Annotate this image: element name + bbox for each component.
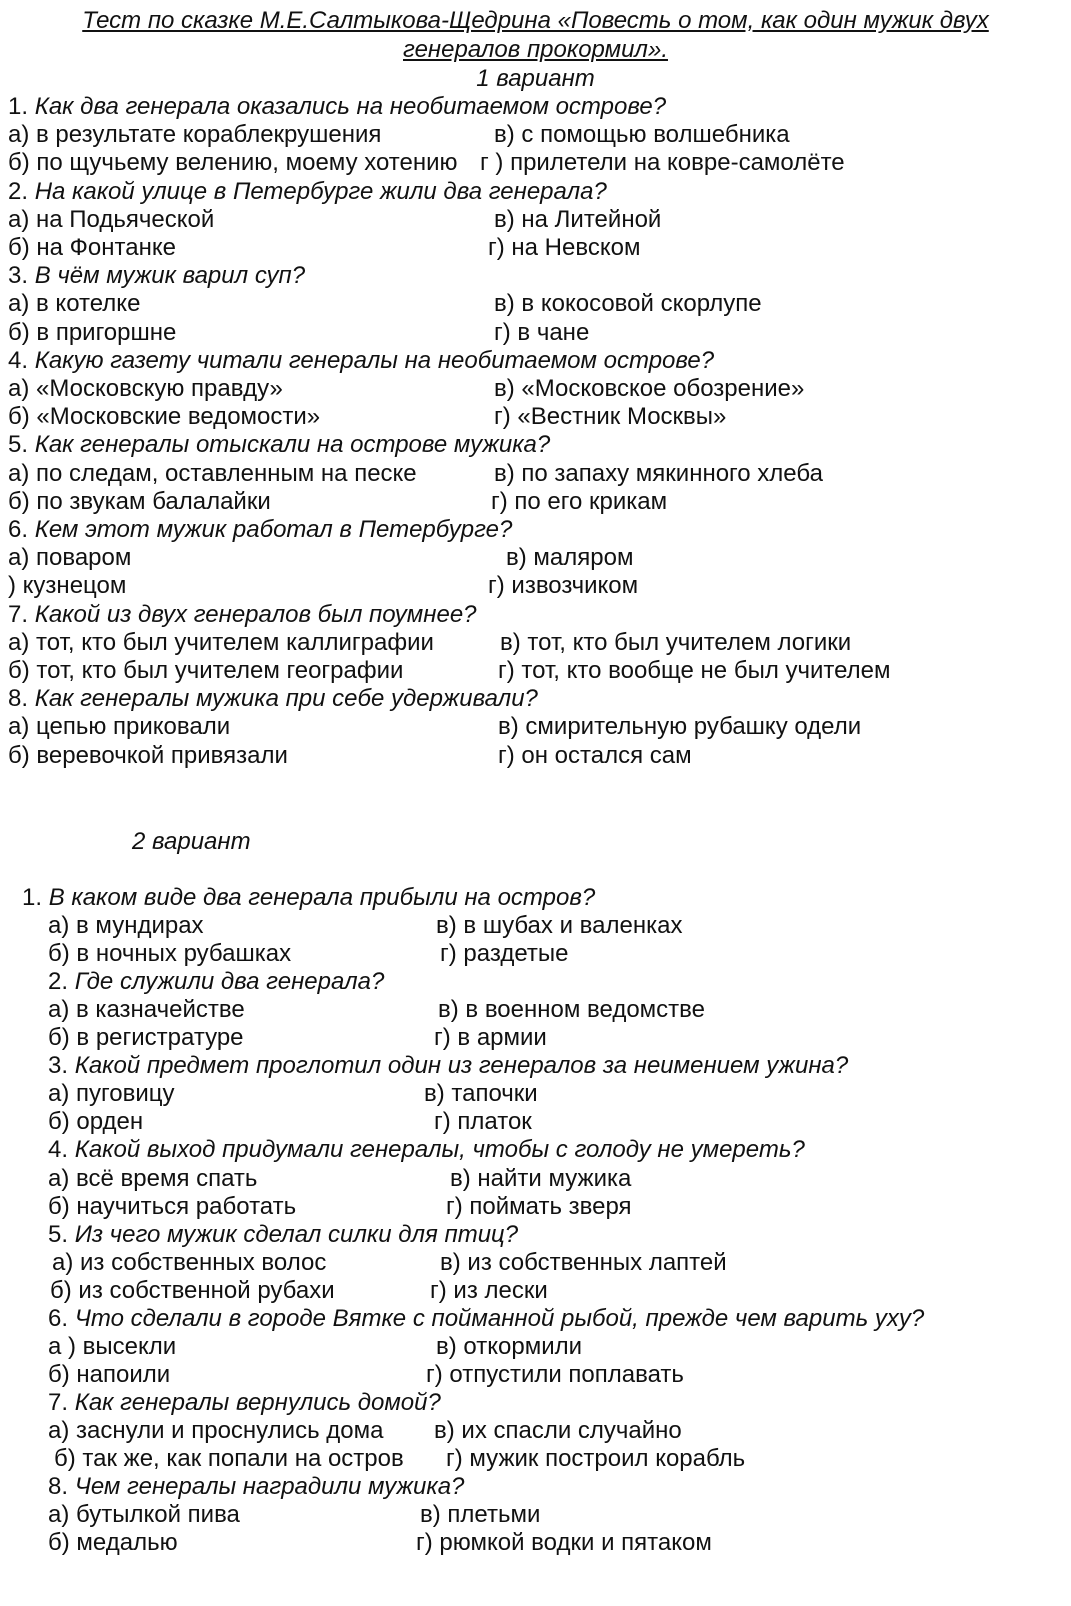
question-text: Как генералы отыскали на острове мужика? (34, 431, 551, 459)
answer-option-b: б) так же, как попали на остров (54, 1445, 404, 1472)
question-5 (8, 431, 550, 460)
document-title-line-1: Тест по сказке М.Е.Салтыкова-Щедрина «Повесть о том, как один мужик двух (82, 7, 989, 34)
question-number: 7. (48, 1388, 69, 1416)
answer-option-a: а) в мундирах (48, 912, 204, 940)
answer-option-g: г) по его крикам (491, 487, 668, 515)
answer-option-b: б) тот, кто был учителем географии (8, 657, 404, 684)
answer-option-v: в) откормили (436, 1332, 583, 1360)
question-4 (48, 1136, 805, 1165)
variant-2-heading: 2 вариант (132, 828, 251, 855)
answer-option-b: б) напоили (48, 1360, 171, 1388)
question-text: В чём мужик варил суп? (34, 262, 306, 290)
answer-option-g: г) мужик построил корабль (446, 1445, 746, 1472)
question-number: 8. (8, 685, 29, 713)
answer-option-v: в) по запаху мякинного хлеба (494, 459, 823, 487)
answer-option-b: б) в пригоршне (8, 318, 177, 346)
answer-option-v: в) «Московское обозрение» (494, 375, 805, 402)
answer-option-g: г) «Вестник Москвы» (494, 403, 727, 431)
answer-option-g: г) поймать зверя (446, 1192, 632, 1220)
question-number: 7. (8, 600, 29, 628)
answer-option-b: б) научиться работать (48, 1192, 297, 1220)
question-number: 5. (8, 431, 29, 459)
answer-option-v: в) в шубах и валенках (436, 912, 683, 940)
question-7 (48, 1389, 441, 1418)
answer-option-v: в) на Литейной (494, 205, 662, 233)
answer-option-a: а ) высекли (48, 1332, 177, 1360)
question-text: Что сделали в городе Вятке с пойманной рыбой, прежде чем варить уху? (74, 1304, 925, 1332)
answer-option-v: в) найти мужика (450, 1164, 632, 1192)
answer-option-a: а) из собственных волос (52, 1248, 327, 1276)
question-4 (8, 347, 714, 376)
question-text: Какой предмет проглотил один из генералов за неимением ужина? (74, 1052, 849, 1080)
question-text: Из чего мужик сделал силки для птиц? (74, 1220, 519, 1248)
answer-option-v: в) их спасли случайно (434, 1416, 682, 1444)
question-text: В каком виде два генерала прибыли на остров? (48, 884, 596, 911)
question-3 (8, 262, 305, 291)
question-number: 2. (48, 968, 69, 996)
question-6 (48, 1305, 924, 1334)
answer-option-a: а) на Подьяческой (8, 205, 215, 233)
answer-option-a: а) пуговицу (48, 1080, 175, 1108)
answer-option-a: а) поваром (8, 544, 132, 572)
answer-option-g: г) отпустили поплавать (426, 1360, 684, 1388)
question-2 (48, 968, 384, 997)
question-number: 1. (8, 93, 29, 120)
answer-option-v: в) из собственных лаптей (440, 1248, 727, 1276)
answer-option-b: б) веревочкой привязали (8, 741, 288, 769)
answer-option-g: г) извозчиком (488, 572, 639, 600)
answer-option-g: г) из лески (430, 1276, 548, 1304)
question-number: 3. (48, 1052, 69, 1080)
answer-option-b: б) в регистратуре (48, 1024, 244, 1052)
answer-option-g: г) он остался сам (498, 741, 692, 769)
question-text: Какую газету читали генералы на необитаемом острове? (34, 346, 715, 374)
question-text: Чем генералы наградили мужика? (74, 1473, 465, 1501)
question-number: 5. (48, 1220, 69, 1248)
question-8 (8, 685, 538, 714)
answer-option-b: ) кузнецом (8, 572, 127, 600)
answer-option-g: г) на Невском (488, 234, 641, 261)
document-title-line-2: генералов прокормил». (403, 36, 668, 63)
answer-option-v: в) смирительную рубашку одели (498, 713, 862, 741)
question-number: 8. (48, 1473, 69, 1501)
question-number: 1. (22, 884, 43, 911)
answer-option-b: б) на Фонтанке (8, 234, 176, 261)
question-number: 6. (8, 516, 29, 543)
answer-option-v: в) в военном ведомстве (438, 996, 705, 1024)
answer-option-b: б) «Московские ведомости» (8, 403, 321, 431)
answer-option-a: а) всё время спать (48, 1164, 258, 1192)
question-text: Где служили два генерала? (74, 968, 385, 996)
answer-option-g: г ) прилетели на ковре-самолёте (480, 149, 845, 177)
answer-option-b: б) в ночных рубашках (48, 940, 292, 968)
answer-option-g: г) рюмкой водки и пятаком (416, 1529, 712, 1557)
answer-option-v: в) плетьми (420, 1501, 541, 1529)
answer-option-a: а) цепью приковали (8, 713, 231, 741)
question-1 (8, 93, 666, 122)
question-1 (22, 884, 595, 913)
answer-option-g: г) раздетые (440, 940, 569, 968)
question-7 (8, 601, 477, 630)
question-text: На какой улице в Петербурге жили два генерала? (34, 177, 607, 205)
answer-option-b: б) из собственной рубахи (50, 1276, 335, 1304)
question-6 (8, 516, 512, 545)
answer-option-a: а) «Московскую правду» (8, 375, 283, 402)
answer-option-v: в) тот, кто был учителем логики (500, 628, 852, 656)
question-text: Какой выход придумали генералы, чтобы с голоду не умереть? (74, 1136, 805, 1164)
answer-option-g: г) в чане (494, 318, 590, 346)
variant-1-heading: 1 вариант (476, 65, 595, 92)
question-number: 4. (8, 346, 29, 374)
question-number: 2. (8, 177, 29, 205)
question-8 (48, 1473, 464, 1502)
answer-option-a: а) в казначействе (48, 996, 245, 1024)
question-number: 6. (48, 1304, 69, 1332)
answer-option-g: г) тот, кто вообще не был учителем (498, 657, 891, 684)
answer-option-g: г) платок (434, 1108, 532, 1136)
question-text: Как генералы вернулись домой? (74, 1388, 441, 1416)
answer-option-v: в) в кокосовой скорлупе (494, 290, 762, 318)
question-text: Какой из двух генералов был поумнее? (34, 600, 477, 628)
answer-option-v: в) тапочки (424, 1080, 538, 1108)
answer-option-a: а) тот, кто был учителем каллиграфии (8, 628, 434, 656)
question-3 (48, 1052, 848, 1081)
question-text: Как два генерала оказались на необитаемом острове? (34, 93, 667, 120)
answer-option-b: б) медалью (48, 1529, 178, 1557)
answer-option-b: б) орден (48, 1108, 144, 1136)
answer-option-b: б) по щучьему велению, моему хотению (8, 149, 458, 177)
question-5 (48, 1221, 518, 1250)
question-text: Как генералы мужика при себе удерживали? (34, 685, 538, 713)
question-number: 4. (48, 1136, 69, 1164)
answer-option-a: а) заснули и проснулись дома (48, 1416, 384, 1444)
answer-option-v: в) маляром (506, 544, 634, 572)
question-2 (8, 178, 607, 207)
answer-option-v: в) с помощью волшебника (494, 121, 790, 149)
answer-option-g: г) в армии (434, 1024, 547, 1052)
answer-option-a: а) в котелке (8, 290, 141, 318)
answer-option-a: а) по следам, оставленным на песке (8, 459, 417, 487)
question-text: Кем этот мужик работал в Петербурге? (34, 516, 513, 543)
answer-option-b: б) по звукам балалайки (8, 487, 271, 515)
answer-option-a: а) в результате кораблекрушения (8, 121, 382, 149)
question-number: 3. (8, 262, 29, 290)
answer-option-a: а) бутылкой пива (48, 1501, 240, 1529)
